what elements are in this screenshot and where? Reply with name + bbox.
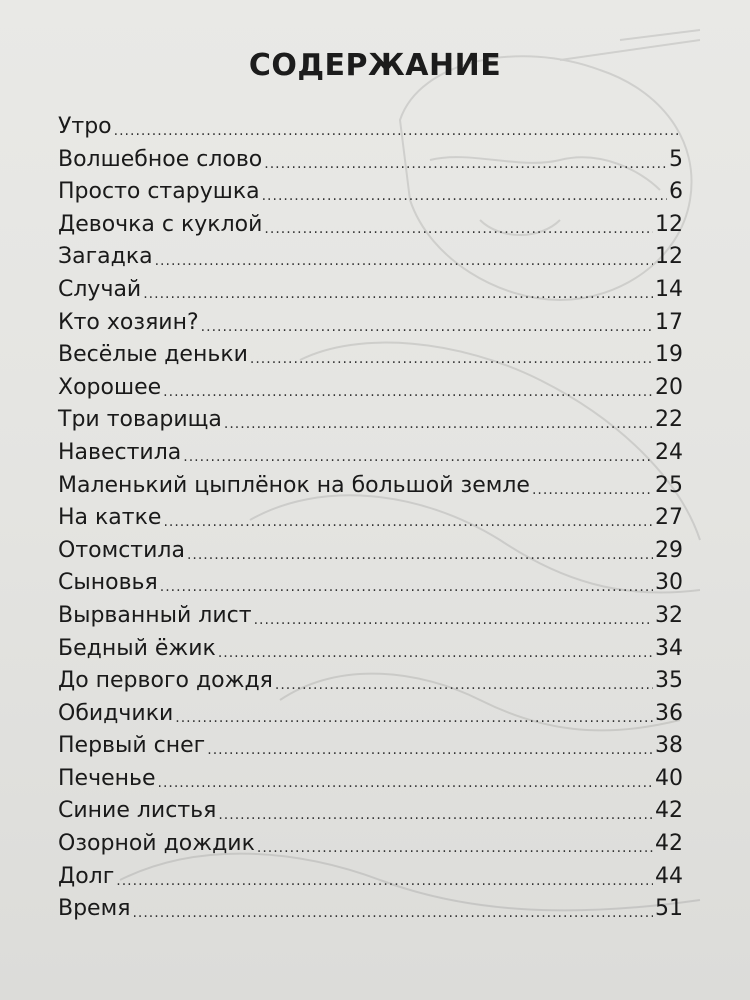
toc-entry <box>58 798 683 831</box>
toc-entry <box>58 668 683 701</box>
toc-entry <box>58 179 683 212</box>
toc-entry <box>58 342 683 375</box>
toc-entry-page-number: 30 <box>655 570 683 596</box>
dot-leader <box>532 482 653 498</box>
toc-entry-page-number: 17 <box>655 309 683 335</box>
dot-leader <box>262 188 667 204</box>
toc-entry-title: Озорной дождик <box>58 831 255 857</box>
toc-entry-title: Просто старушка <box>58 179 260 205</box>
toc-entry-page-number: 5 <box>669 146 683 172</box>
dot-leader <box>254 612 653 628</box>
toc-entry-title: До первого дождя <box>58 668 273 694</box>
toc-entry-page-number: 25 <box>655 472 683 498</box>
toc-entry-page-number: 6 <box>669 179 683 205</box>
toc-entry <box>58 473 683 506</box>
toc-entry-page-number: 35 <box>655 668 683 694</box>
dot-leader <box>250 351 653 367</box>
toc-entry-page-number: 19 <box>655 342 683 368</box>
toc-entry-title: Синие листья <box>58 798 217 824</box>
dot-leader <box>116 873 653 889</box>
toc-entry-page-number: 12 <box>655 244 683 270</box>
dot-leader <box>160 579 653 595</box>
dot-leader <box>163 384 653 400</box>
dot-leader <box>155 253 653 269</box>
toc-entry <box>58 310 683 343</box>
toc-entry-page-number: 40 <box>655 765 683 791</box>
toc-entry <box>58 864 683 897</box>
dot-leader <box>224 416 653 432</box>
dot-leader <box>275 677 653 693</box>
dot-leader <box>132 905 653 921</box>
dot-leader <box>158 775 654 791</box>
dot-leader <box>201 319 653 335</box>
toc-entry-title: Отомстила <box>58 537 185 563</box>
toc-entry <box>58 733 683 766</box>
toc-entry <box>58 538 683 571</box>
dot-leader <box>264 221 653 237</box>
toc-entry-page-number: 34 <box>655 635 683 661</box>
toc-entry-title: Печенье <box>58 765 156 791</box>
dot-leader <box>175 710 653 726</box>
dot-leader <box>187 547 653 563</box>
dot-leader <box>264 156 667 172</box>
dot-leader <box>114 123 681 139</box>
toc-entry <box>58 147 683 180</box>
toc-entry <box>58 212 683 245</box>
toc-entry-page-number: 42 <box>655 798 683 824</box>
toc-entry-title: Три товарища <box>58 407 222 433</box>
page-title: СОДЕРЖАНИЕ <box>248 48 502 83</box>
toc-entry-page-number: 42 <box>655 831 683 857</box>
toc-last-page-number: 51 <box>655 896 683 922</box>
toc-entry <box>58 244 683 277</box>
toc-entry <box>58 407 683 440</box>
toc-entry-title: Сыновья <box>58 570 158 596</box>
dot-leader <box>143 286 653 302</box>
toc-entry-title: Хорошее <box>58 374 162 400</box>
toc-entry-page-number: 32 <box>655 602 683 628</box>
toc-entry-title: Утро <box>58 114 112 139</box>
toc-entry-title: На катке <box>58 505 162 531</box>
toc-entry-title: Маленький цыплёнок на большой земле <box>58 472 530 498</box>
toc-entry-title: Бедный ёжик <box>58 635 216 661</box>
toc-entry-title: Вырванный лист <box>58 602 252 628</box>
table-of-contents <box>58 114 683 929</box>
toc-entry <box>58 570 683 603</box>
toc-entry-page-number: 36 <box>655 700 683 726</box>
toc-entry-title: Кто хозяин? <box>58 309 199 335</box>
toc-entry-page-number: 27 <box>655 505 683 531</box>
toc-entry-title: Волшебное слово <box>58 146 263 172</box>
toc-entry-title: Навестила <box>58 439 182 465</box>
toc-entry <box>58 896 683 929</box>
toc-entry-title: Время <box>58 896 131 922</box>
toc-entry-page-number: 12 <box>655 211 683 237</box>
toc-entry <box>58 701 683 734</box>
toc-entry <box>58 505 683 538</box>
toc-entry <box>58 440 683 473</box>
toc-entry <box>58 831 683 864</box>
dot-leader <box>218 645 653 661</box>
toc-entry-title: Загадка <box>58 244 153 270</box>
toc-entry <box>58 603 683 636</box>
dot-leader <box>218 807 653 823</box>
toc-entry-page-number: 38 <box>655 733 683 759</box>
toc-entry <box>58 114 683 147</box>
dot-leader <box>183 449 653 465</box>
toc-entry <box>58 636 683 669</box>
dot-leader <box>207 742 653 758</box>
toc-entry-page-number: 24 <box>655 439 683 465</box>
toc-entry-page-number: 22 <box>655 407 683 433</box>
toc-entry-page-number: 20 <box>655 374 683 400</box>
toc-entry <box>58 277 683 310</box>
toc-entry-page-number: 29 <box>655 537 683 563</box>
toc-entry <box>58 375 683 408</box>
toc-entry-title: Первый снег <box>58 733 206 759</box>
toc-entry-title: Весёлые деньки <box>58 342 248 368</box>
toc-entry-page-number: 44 <box>655 863 683 889</box>
toc-entry-title: Девочка с куклой <box>58 211 263 237</box>
toc-entry <box>58 766 683 799</box>
dot-leader <box>257 840 653 856</box>
dot-leader <box>163 514 653 530</box>
toc-entry-title: Обидчики <box>58 700 174 726</box>
toc-entry-title: Случай <box>58 276 142 302</box>
toc-entry-title: Долг <box>58 863 115 889</box>
toc-entry-page-number: 14 <box>655 276 683 302</box>
